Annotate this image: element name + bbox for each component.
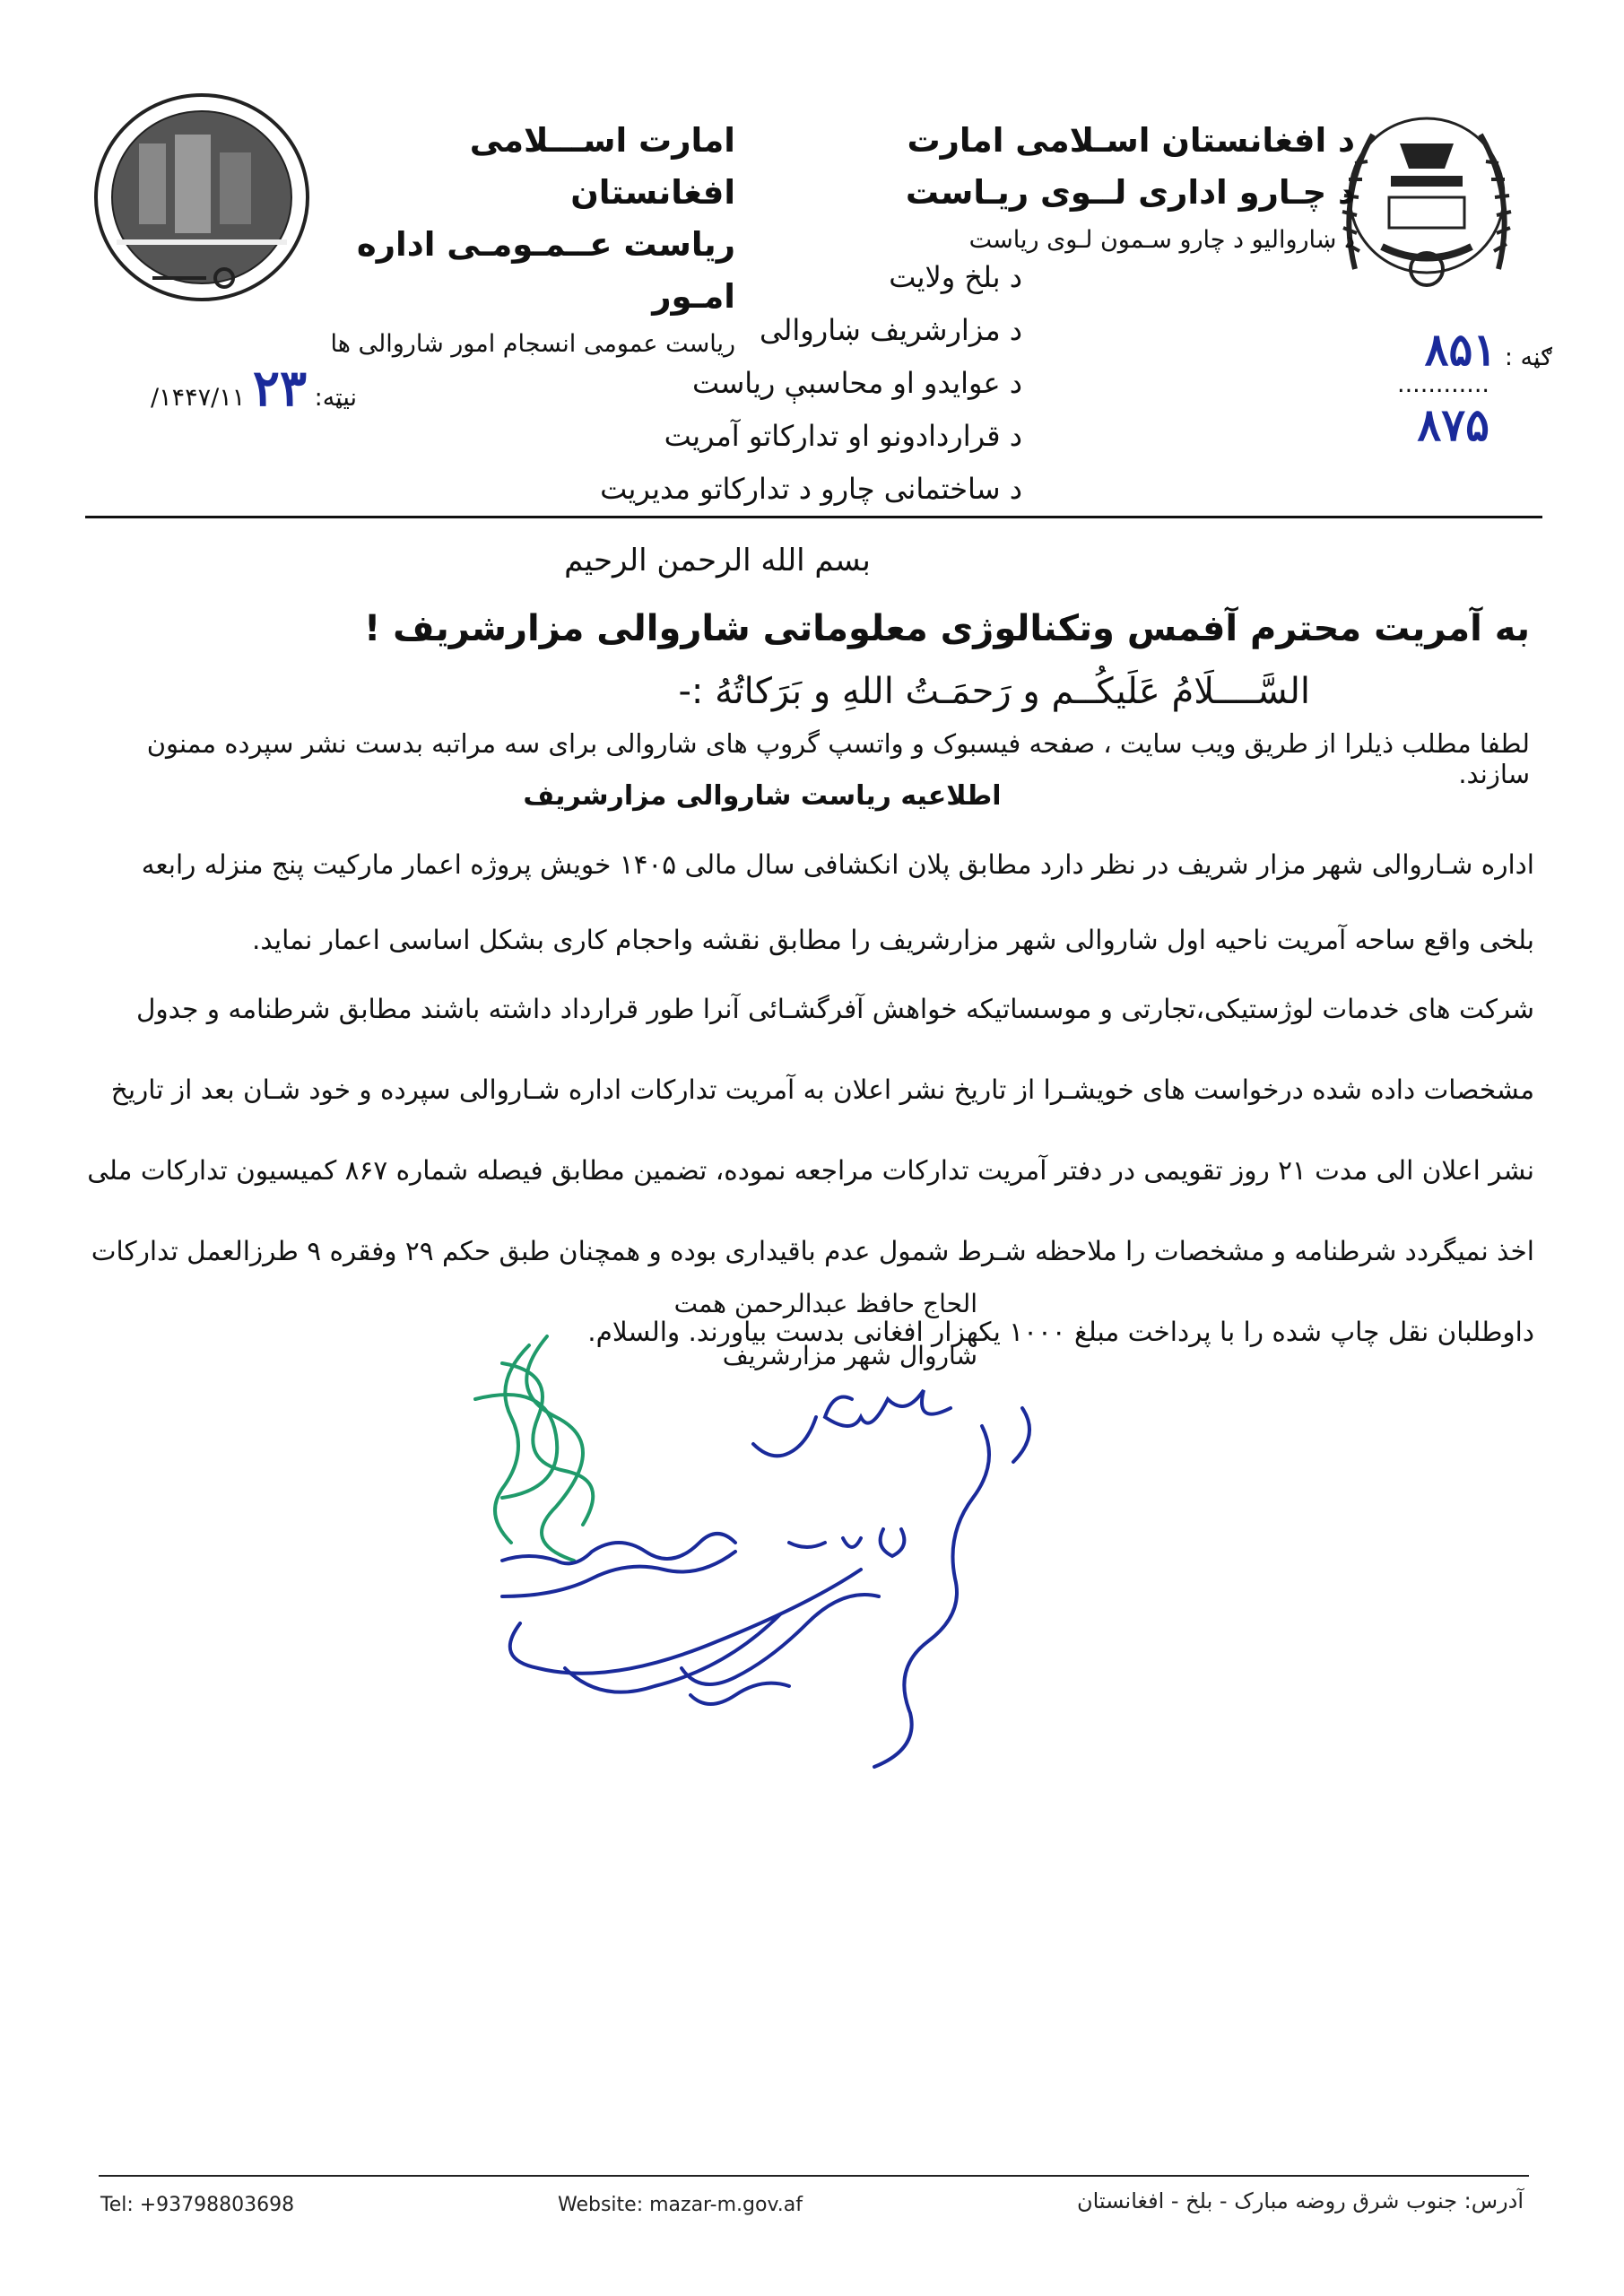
recipient-item: د بلخ ولایت: [889, 260, 1022, 294]
footer-address: آدرس: جنوب شرق روضه مبارک - بلخ - افغانستان: [1076, 2188, 1524, 2213]
date-value: ۱۴۴۷/۱۱/: [151, 384, 246, 412]
recipient-item: د عوایدو او محاسبې ریاست: [692, 366, 1022, 400]
request-line: لطفا مطلب ذیلرا از طریق ویب سایت ، صفحه فیسبوک و واتسپ گروپ های شاروالی برای سه مراتبه بدست نشر سپرده ممنون سازند.: [146, 728, 1530, 789]
header-left-line2: ریاست عــمـومـی اداره امـور: [356, 225, 735, 316]
header-left-line3: ریاست عمومی انسجام امور شاروالی ها: [330, 330, 735, 358]
paragraph-2: شرکت های خدمات لوژستیکی،تجارتی و موسساتیکه خواهش آفرگشـائی آنرا طور قرارداد داشته باشند مطابق شرطنامه و جدول مشخصات داده شده درخواست های خویشـرا از تاریخ نشر اعلان به آمریت تدارکات اداره شـاروالی سپرده و خود شـان بعد از تاریخ نشر اعلان الی مدت ۲۱ روز تقویمی در دفتر آمریت تدارکات مراجعه نموده، تضمین مطابق فیصله شماره ۸۶۷ کمیسیون تدارکات ملی اخذ نمیگردد شرطنامه و مشخصات را ملاحظه شـرط شمول عدم باقیداری بوده و همچنان طبق حکم ۲۹ وفقره ۹ طرزالعمل تدارکات داوطلبان نقل چاپ شده را با پرداخت مبلغ ۱۰۰۰ یکهزار افغانی بدست بیاورند. والسلام.: [87, 994, 1534, 1347]
number-handwritten-bottom: ۸۷۵: [1417, 398, 1489, 451]
header-left-line1: امارت اســـلامی افغانستان: [469, 121, 735, 212]
number-dots: ............: [1397, 370, 1489, 398]
bismillah: بسم الله الرحمن الرحیم: [564, 543, 871, 578]
recipient-item: د مزارشریف ښاروالی: [759, 313, 1022, 347]
handwritten-annotations: [395, 1327, 1130, 1937]
recipient-item: د ساختمانی چارو د تدارکاتو مدیریت: [600, 472, 1022, 506]
notice-title: اطلاعیه ریاست شاروالی مزارشریف: [523, 780, 1002, 812]
date-handwritten: ۲۳: [252, 359, 308, 418]
number-reference: [1337, 323, 1552, 451]
footer-tel: Tel: +93798803698: [100, 2194, 295, 2216]
footer-website: Website: mazar-m.gov.af: [558, 2194, 803, 2216]
date-label: نیټه:: [314, 384, 357, 412]
signer-name: الحاج حافظ عبدالرحمن همت: [673, 1289, 977, 1318]
number-handwritten-top: ۸۵۱: [1424, 323, 1498, 376]
footer-divider: [99, 2175, 1529, 2177]
greeting: السَّــــلَامُ عَلَیکُــم و رَحمَـتُ اللهِ و بَرَکاتُهُ :-: [678, 671, 1310, 712]
signature-scribble-icon: [475, 1336, 593, 1561]
header-right: [853, 115, 1355, 262]
recipients-list: [502, 251, 1022, 516]
paragraph-1: اداره شـاروالی شهر مزار شریف در نظر دارد مطابق پلان انکشافی سال مالی ۱۴۰۵ خویش پروژه اعمار مارکیت پنج منزله رابعه بلخی واقع ساحه آمریت ناحیه اول شاروالی شهر مزارشریف را مطابق نقشه واحجام کاری بشکل اساسی اعمار نماید.: [141, 849, 1534, 955]
header-right-line3: د ښاروالیو د چارو سـمون لـوی ریاست: [968, 226, 1355, 254]
header-divider: [85, 516, 1542, 518]
recipient-item: د قراردادونو او تدارکاتو آمریت: [664, 419, 1022, 453]
header-right-line1: د افغانستان اسـلامی امارت: [907, 121, 1355, 160]
municipality-seal-icon: [90, 90, 314, 305]
signer-title: شاروال شهر مزارشریف: [722, 1341, 977, 1370]
date-reference: [106, 359, 357, 418]
salutation: به آمریت محترم آفمس وتکنالوژی معلوماتی شاروالی مزارشریف !: [363, 608, 1530, 649]
header-right-line2: د چـارو اداری لــوی ریـاست: [905, 173, 1355, 212]
number-label: ګڼه :: [1504, 344, 1552, 371]
